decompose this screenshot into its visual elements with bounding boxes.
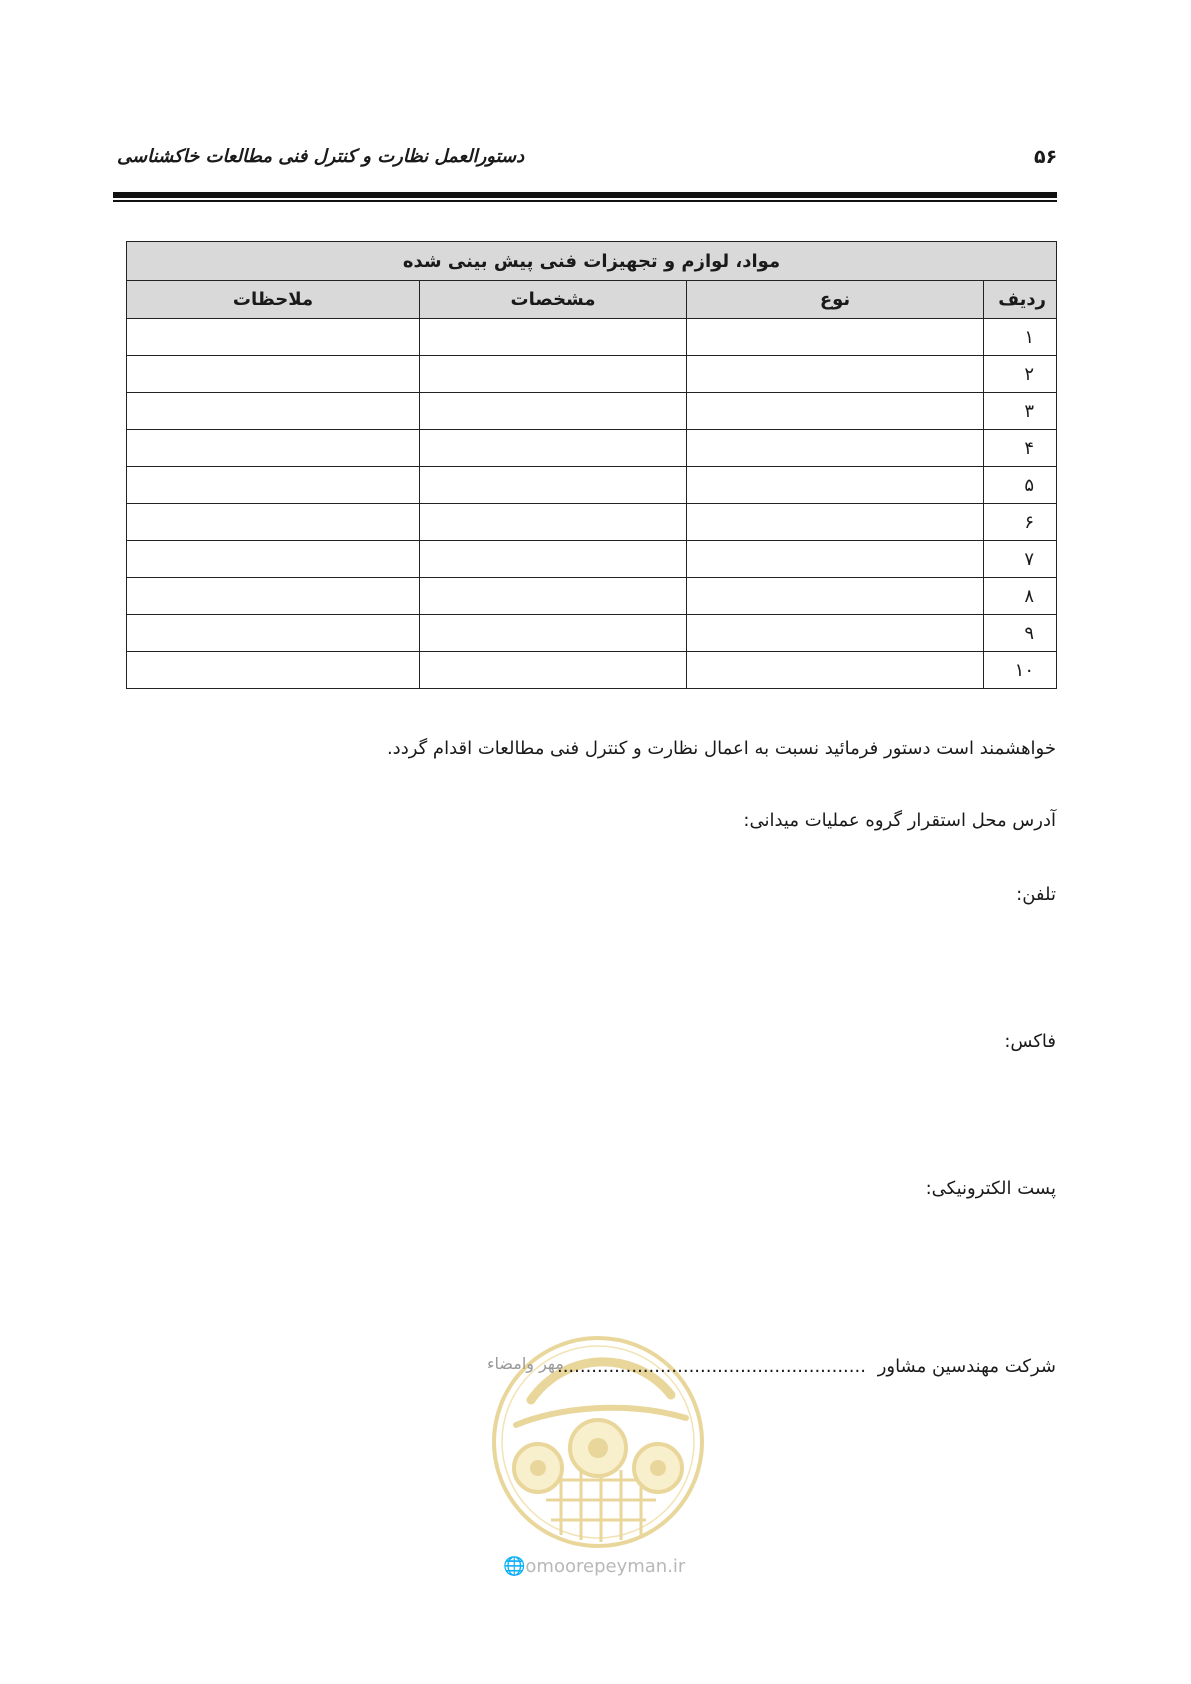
table-row — [127, 393, 1057, 430]
specifications-cell — [420, 467, 687, 504]
type-cell — [687, 541, 984, 578]
column-header-row-number: ردیف — [984, 281, 1057, 319]
type-cell — [687, 578, 984, 615]
specifications-cell — [420, 578, 687, 615]
type-cell — [687, 430, 984, 467]
table-row — [127, 356, 1057, 393]
remarks-cell — [127, 393, 420, 430]
type-cell — [687, 393, 984, 430]
table-row — [127, 652, 1057, 689]
table-row — [127, 319, 1057, 356]
email-label: پست الکترونیکی: — [925, 1178, 1056, 1199]
row-number: ۵ — [984, 467, 1057, 504]
type-cell — [687, 615, 984, 652]
specifications-cell — [420, 652, 687, 689]
table-row — [127, 578, 1057, 615]
table-row — [127, 541, 1057, 578]
row-number: ۲ — [984, 356, 1057, 393]
seal-and-signature-label: مهر وامضاء — [487, 1354, 564, 1373]
watermark-url — [503, 1556, 685, 1577]
request-paragraph: خواهشمند است دستور فرمائید نسبت به اعمال نظارت و کنترل فنی مطالعات اقدام گردد. — [386, 738, 1056, 759]
type-cell — [687, 652, 984, 689]
specifications-cell — [420, 504, 687, 541]
dotted-fill-line: ...................................................... — [556, 1356, 866, 1377]
type-cell — [687, 467, 984, 504]
column-header-specifications: مشخصات — [420, 281, 687, 319]
row-number: ۳ — [984, 393, 1057, 430]
row-number: ۸ — [984, 578, 1057, 615]
remarks-cell — [127, 578, 420, 615]
watermark-url-text: omoorepeyman.ir — [525, 1556, 686, 1577]
table-row — [127, 467, 1057, 504]
table-row — [127, 615, 1057, 652]
remarks-cell — [127, 504, 420, 541]
globe-icon: 🌐 — [503, 1556, 526, 1577]
type-cell — [687, 319, 984, 356]
specifications-cell — [420, 430, 687, 467]
remarks-cell — [127, 541, 420, 578]
specifications-cell — [420, 356, 687, 393]
type-cell — [687, 356, 984, 393]
row-number: ۷ — [984, 541, 1057, 578]
table-title: مواد، لوازم و تجهیزات فنی پیش بینی شده — [127, 242, 1057, 281]
specifications-cell — [420, 541, 687, 578]
column-header-remarks: ملاحظات — [127, 281, 420, 319]
remarks-cell — [127, 467, 420, 504]
phone-label: تلفن: — [1016, 884, 1056, 905]
remarks-cell — [127, 430, 420, 467]
table-row — [127, 504, 1057, 541]
header-rule-thick — [113, 192, 1057, 198]
consulting-company-line — [557, 1356, 1056, 1377]
column-header-type: نوع — [687, 281, 984, 319]
fax-label: فاکس: — [1004, 1031, 1056, 1052]
row-number: ۱ — [984, 319, 1057, 356]
table-row — [127, 430, 1057, 467]
row-number: ۹ — [984, 615, 1057, 652]
specifications-cell — [420, 319, 687, 356]
remarks-cell — [127, 356, 420, 393]
row-number: ۶ — [984, 504, 1057, 541]
type-cell — [687, 504, 984, 541]
company-label: شرکت مهندسین مشاور — [877, 1356, 1056, 1377]
remarks-cell — [127, 319, 420, 356]
page-number: ۵۶ — [1034, 146, 1058, 168]
row-number: ۱۰ — [984, 652, 1057, 689]
running-title: دستورالعمل نظارت و کنترل فنی مطالعات خاکشناسی — [117, 146, 525, 167]
specifications-cell — [420, 615, 687, 652]
row-number: ۴ — [984, 430, 1057, 467]
remarks-cell — [127, 615, 420, 652]
remarks-cell — [127, 652, 420, 689]
address-label: آدرس محل استقرار گروه عملیات میدانی: — [743, 810, 1056, 831]
header-rule-thin — [113, 200, 1057, 202]
specifications-cell — [420, 393, 687, 430]
equipment-table — [126, 241, 1057, 689]
